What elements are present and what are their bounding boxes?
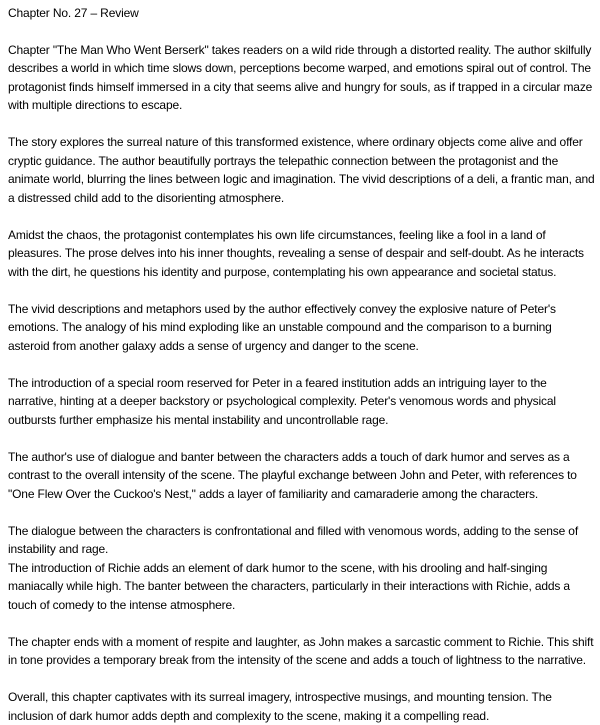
paragraph: Chapter "The Man Who Went Berserk" takes readers on a wild ride through a distorted reality. The author skilfully describes a world in which time slows down, perceptions become warped, and emotions spiral out of control. The protagonist finds himself immersed in a city that seems alive and hungry for souls, as if trapped in a circular maze with multiple directions to escape. bbox=[8, 42, 593, 112]
page-title: Chapter No. 27 – Review bbox=[8, 6, 139, 20]
paragraph: The dialogue between the characters is confrontational and filled with venomous words, adding to the sense of instability and rage. bbox=[8, 523, 579, 556]
paragraph: The introduction of a special room reserved for Peter in a feared institution adds an intriguing layer to the narrative, hinting at a deeper backstory or psychological complexity. Peter's venomous words and physical outbursts further emphasize his mental instability and uncontrollable rage. bbox=[8, 375, 556, 427]
paragraph: The author's use of dialogue and banter between the characters adds a touch of dark humor and serves as a contrast to the overall intensity of the scene. The playful exchange between John and Peter, with references to "One Flew Over the Cuckoo's Nest," adds a layer of familiarity and camaraderie among the characters. bbox=[8, 449, 577, 501]
paragraph: The introduction of Richie adds an element of dark humor to the scene, with his drooling and half-singing maniacally while high. The banter between the characters, particularly in their interactions with Richie, adds a touch of comedy to the intense atmosphere. bbox=[8, 560, 570, 612]
paragraph: The vivid descriptions and metaphors used by the author effectively convey the explosive nature of Peter's emotions. The analogy of his mind exploding like an unstable compound and the comparison to a burning asteroid from another galaxy adds a sense of urgency and danger to the scene. bbox=[8, 301, 556, 353]
paragraph: Overall, this chapter captivates with its surreal imagery, introspective musings, and mounting tension. The inclusion of dark humor adds depth and complexity to the scene, making it a compelling read. bbox=[8, 690, 552, 723]
paragraph: Amidst the chaos, the protagonist contemplates his own life circumstances, feeling like a fool in a land of pleasures. The prose delves into his inner thoughts, revealing a sense of despair and self-doubt. As he interacts with the dirt, he questions his identity and purpose, contemplating his own appearance and societal status. bbox=[8, 227, 584, 279]
paragraph: The story explores the surreal nature of this transformed existence, where ordinary objects come alive and offer cryptic guidance. The author beautifully portrays the telepathic connection between the protagonist and the animate world, blurring the lines between logic and imagination. The vivid descriptions of a deli, a frantic man, and a distressed child add to the disorienting atmosphere. bbox=[8, 135, 595, 205]
paragraph: The chapter ends with a moment of respite and laughter, as John makes a sarcastic comment to Richie. This shift in tone provides a temporary break from the intensity of the scene and adds a touch of lightness to the narrative. bbox=[8, 634, 594, 667]
